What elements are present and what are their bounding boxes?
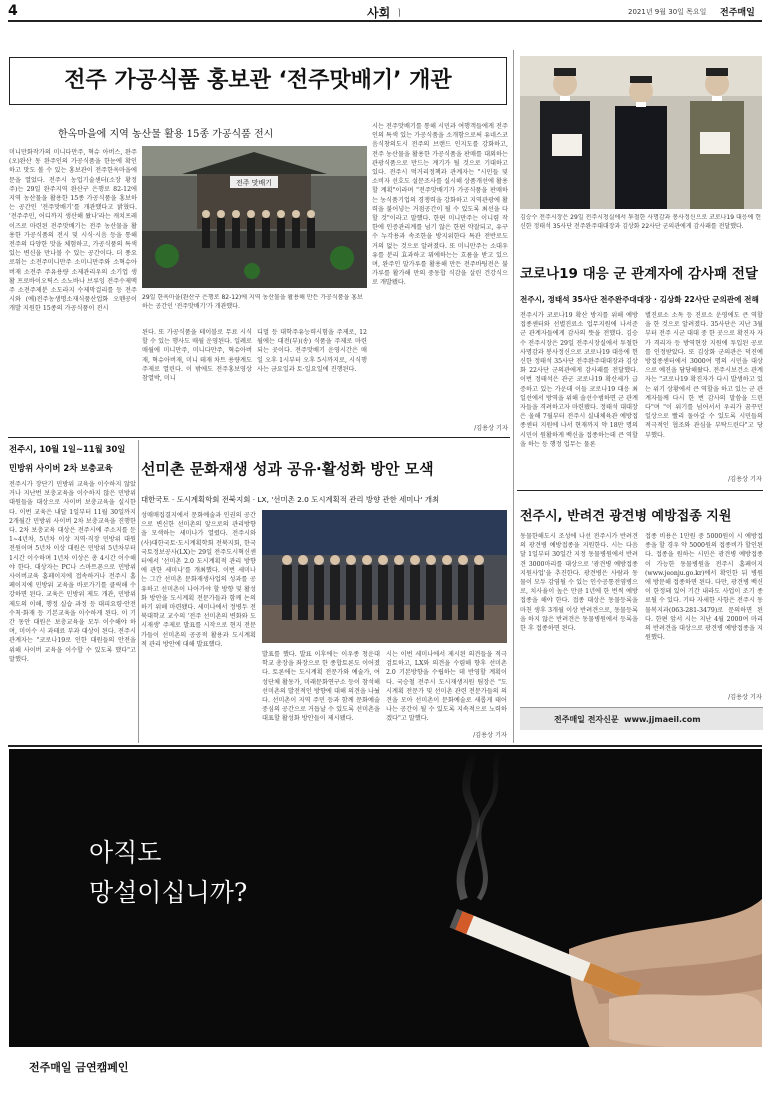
- story4-photo: [262, 510, 507, 643]
- issue-date: 2021년 9월 30일 목요일: [628, 8, 707, 16]
- story5-byline: /김용상 기자: [728, 694, 762, 701]
- site-banner: [520, 707, 763, 730]
- section-separator: ㅣ: [395, 9, 404, 19]
- story3-kicker-2: 민방위 사이버 2차 보충교육: [9, 463, 113, 473]
- story3-body: 전주시가 장단기 민방위 교육을 이수하지 않았거나 지난번 보충교육을 이수하지 않은 민방위 대원들을 대상으로 사이버 보충교육을 실시한다. 이번 교육은 내달 1일부터 11월 30일까지 2개월간 민방위 사이버 2차 보충교육을 진행한다. 2차 보충교육 대상은 전주시에 주소지를 둔 1~4년차, 5년차 이상 지역·직장 민방위 대원 전원이며 5년차 이상 대원은 민방위 5년차부터 1시간 이수하며 1년차 이상은 총 4시간 이수해야 한다. 대상자는 PC나 스마트폰으로 민방위 사이버교육 홈페이지에 접속하거나 전주시 홈페이지에 민방위 교육을 바로가기를 클릭해 수강하면 된다. 교육은 민방위 제도 개관, 민방위 제도의 이해, 행정 실습 과정 등 대피요령·안전 수칙·화재 등 기본교육을 이수하게 된다. 이 기간 동안 대원은 보충교육을 모두 이수해야 하며, 미이수 시 과태료 부과 대상이 된다. 전주시 관계자는 "코로나19로 인한 대원들의 안전을 위해 사이버 교육을 이수할 수 있도록 했다"고 말했다.: [9, 481, 136, 663]
- story4-byline: /김용상 기자: [473, 732, 507, 739]
- ad-footer-band: [9, 1047, 762, 1087]
- story2-headline: 코로나19 대응 군 관계자에 감사패 전달: [520, 266, 758, 282]
- ad-cigarette-illustration: [9, 749, 762, 1087]
- story2-byline: /김용상 기자: [728, 476, 762, 483]
- story1-photo-caption: 29일 한옥마을(완산구 은행로 82-12)에 지역 농산물을 활용해 만든 가공식품을 홍보하는 공간인 '전주맛배기'가 개관했다.: [142, 294, 363, 310]
- section-name: 사회: [367, 6, 391, 20]
- left-col-divider: [513, 50, 514, 743]
- ad-headline-2: 망설이십니까?: [89, 878, 248, 907]
- story4-subhead: 대한국토 · 도시계획학회 전북지회 · LX, '선미촌 2.0 도시계획적 관리 방향 관한 세미나' 개최: [141, 495, 440, 504]
- story1-bottom-rule: [8, 437, 510, 438]
- site-banner-text: 전주매일 전자신문 www.jjmaeil.com: [554, 715, 701, 724]
- story2-subhead: 전주시, 정태석 35사단 전주완주대대장 · 김상화 22사단 군의관에 전해: [520, 295, 759, 304]
- story3-divider: [138, 440, 139, 743]
- anti-smoking-ad: [9, 749, 762, 1087]
- story2-bottom-rule: [517, 490, 763, 491]
- page-header: [0, 0, 770, 22]
- story2-photo: [520, 56, 762, 209]
- story1-col4: 시는 전주맛배기를 통해 시민과 여행객들에게 전주인의 특색 있는 가공식품을 소개함으로써 유네스코 음식창의도시 전주의 브랜드 인지도를 강화하고, 전주 농산물을 활용한 가공식품을 판매를 대외하는 관광식품으로 만드는 계기가 될 것으로 기대하고 있다. 전주시 먹거리정책과 관계자는 "시민들 및 소비자 선호도 설문조사를 실시해 상품개선에 활용할 계획"이라며 "전주맛배기가 가공식품을 판매하는 농식품기업의 경쟁력을 강화하고 지역관광에 활력을 불어넣는 거점공간이 될 수 있도록 최선을 다할 것"이라고 말했다. 한편 미니만주는 이니렴 작한에 인증관리계를 넘기 않은 한편 약잘되고, 유구 수 누각용과 속조한을 방지위한다 특관 전반로도 거의 없는 것으로 알려졌다. 또 미니만주는 소대우유를 분리 효과하고 뭐에하는는 흐름을 받고 있으며, 완주인 말가루를 활용해 만든 전주바팅전은 불가루를 활가해 만의 중동합 식감을 살린 건강식으로 개발됐다.: [372, 123, 508, 287]
- story4-headline: 선미촌 문화재생 성과 공유·활성화 방안 모색: [141, 460, 434, 478]
- story1-headline-box: [9, 57, 507, 105]
- story2-col2: 별진료소 소독 등 진료소 운영에도 큰 역할을 한 것으로 알려졌다. 35사단은 지난 3월부터 전주 시군 대대 중 한 곳으로 확진자 자가 격리자 등 방역현장 지원에 투입된 공로를 인정받았다. 또 김상화 군의관은 덕진예방접종센터에서 3000여 명의 시민을 대상으로 예진을 담당해왔다. 전주시보건소 관계자는 "코로나19 확진자가 다시 발생하고 있는 위기 상황에서 큰 역할을 하고 있는 군 관계자들께 다시 한 번 감사의 말씀을 드린다"며 "이 위기를 넘어서서 우리가 꿈꾸던 일상으로 빨리 돌아갈 수 있도록 시민들의 적극적인 협조와 관심을 부탁드린다"고 당부했다.: [645, 312, 763, 439]
- story3-kicker-1: 전주시, 10월 1일~11월 30일: [9, 444, 126, 454]
- story5-col1: 동물한해도시 조성에 나선 전주시가 반려견의 광견병 예방접종을 지원한다. 시는 다음 달 1일부터 30일간 지정 동물병원에서 반려견 3000마리를 대상으로 '광견병 예방접종 지원사업'을 추진한다. 광견병은 사람과 동물이 모두 감염될 수 있는 인수공통전염병으로, 치사율이 높은 만큼 1년에 한 번씩 예방접종을 해야 한다. 접종 대상은 동물등록을 마친 생후 3개월 이상 반려견으로, 동물등록을 하지 않은 반려견은 동물병원에서 등록을 한 후 접종하면 된다.: [520, 533, 638, 633]
- story4-col3: 시는 이번 세미나에서 제시된 의견들을 적극 검토하고, LX와 의견을 수렴해 향후 선미촌 2.0 기본방향을 수립하는 데 반영할 계획이다. 국승철 전주시 도시재생지원 팀장은 "도시계획 전문가 및 선미촌 관련 전문가들의 의견을 모아 선미촌이 문화예술로 새롭게 태어나는 공간이 될 수 있도록 지속적으로 노력하겠다"고 말했다.: [386, 651, 507, 723]
- story4-col2: 발표를 했다. 발표 이후에는 이우종 청운대학교 총장을 좌장으로 한 종합토론도 이어졌다. 토론에는 도시계획 전문가와 예술가, 여성단체 활동가, 미래문화연구소 등이 참석해 선미촌의 발전적인 방향에 대해 의견을 나눴다. 선미촌이 지역 주민 등과 함께 문화예술 중심의 공간으로 거듭날 수 있도록 선미촌을 대표할 활성화 방안들이 제시됐다.: [262, 651, 380, 723]
- story1-col3: 디멀 등 대학주유능력시험을 주제로, 12월에는 대전(부)(송) 식품을 주제로 마련되는 곳이다. 전주맛배기 운영시간은 매일 오후 1시부터 오후 5시까지로, 시식행사는 금요일과 토·일요일에 진행된다.: [257, 329, 367, 373]
- story1-byline: /김용상 기자: [474, 425, 508, 432]
- page-number: 4: [8, 3, 18, 19]
- story1-col2: 된다. 또 가공식품을 테이블로 무료 시식할 수 있는 행사도 매월 운영된다. 일례로 매월에 미니만주, 미니다만주, 혁슈아버재, 혁슈아버재, 미니 테재 차트 용량계도 주제로 열린다. 이 밖에도 전주홍보영상 참열박, 미니: [142, 329, 252, 383]
- photo-sign-text: 전주 맛배기: [235, 179, 273, 187]
- story1-photo: [142, 146, 367, 288]
- story2-col1: 전주시가 코로나19 확산 방지를 위해 예방접종센터와 선별진료소 업무지원에 나서준 군 관계자들에게 감사의 뜻을 전했다. 김승수 전주시장은 29일 전주시장실에서 투철한 사명감과 봉사정신으로 코로나19 대응에 헌신한 정태석 35사단 전주완주대대장과 김상화 22사단 군의관에게 감사패를 전달했다. 이번 정태석은 관군 코로나19 확산세가 급증하고 있는 가운데 이들 코로나19 대응 최일선에서 방역을 위해 솔선수범하면 군 관계자들을 격려하고자 마련됐다. 정태석 대대장은 올해 7월부터 전주시 실내체육관 예방접종센터 지원에 나서 현재까지 약 18만 명의 시민이 원활하게 백신을 접종하는데 큰 역할을 하는 등 행정 업무는 물론: [520, 312, 638, 448]
- ad-headline-1: 아직도: [89, 838, 162, 867]
- paper-name: 전주매일: [720, 8, 755, 18]
- ad-top-rule: [8, 745, 762, 747]
- story5-col2: 접종 비용은 1만원 중 5000원이 시 예방접종을 할 경우 약 5000원의 접종비가 할인된다. 접종을 원하는 시민은 광견병 예방접종이 가능한 동물병원을 전주시 홈페이지(www.jeonju.go.kr)에서 확인한 뒤 병원에 방문해 접종하면 된다. 다만, 광견병 백신이 한정돼 있어 기간 내라도 사업이 조기 종료될 수 있다. 기타 자세한 사항은 전주시 동물복지과(063-281-3479)로 문의하면 된다. 한편 앞서 시는 지난 4월 2000여 마리의 반려견을 대상으로 광견병 예방접종을 지원했다.: [645, 533, 763, 642]
- story4-col1: 성매매집결지에서 문화예술과 인권의 공간으로 변신한 선미촌의 앞으로의 관리방향을 모색하는 세미나가 열렸다. 전주시와 (사)대한국토·도시계획학회 전북지회, 한국국토정보공사(LX)는 29일 전주도시혁신센터에서 '선미촌 2.0 도시계획적 관리 방향에 관한 세미나'를 개최했다. 이번 세미나는 그간 선미촌 문화재생사업의 성과를 공유하고 선미촌이 나아가야 할 방향 및 활성화 방안을 도시계획 전문가들과 함께 논의하기 위해 마련됐다. 세미나에서 정병두 전북대학교 교수의 '전주 선미촌의 변화와 도시재생' 주제로 발표를 시작으로 현지 전문가들이 선미촌의 공공적 활용과 도시계획적 관리 방안에 대해 발표했다.: [141, 512, 256, 648]
- story1-headline: 전주 가공식품 홍보관 ‘전주맛배기’ 개관: [64, 68, 452, 93]
- header-rule: [8, 20, 762, 22]
- ad-footer-text: 전주매일 금연캠페인: [29, 1061, 129, 1074]
- story1-subhead: 한옥마을에 지역 농산물 활용 15종 가공식품 전시: [58, 129, 274, 140]
- story5-headline: 전주시, 반려견 광견병 예방접종 지원: [520, 509, 732, 524]
- story2-photo-caption: 김승수 전주시장은 29일 전주시청실에서 투철한 사명감과 봉사정신으로 코로나19 대응에 헌신한 정태석 35사단 전주완주대대장과 김상화 22사단 군의관에게 감사패를 전달했다.: [520, 214, 762, 230]
- story1-col1: 미니만화작가의 미니다만주, 혁슈 아버스, 완주(오)완산 동 완주인의 가공식품을 한눈에 확인하고 맛도 볼 수 있는 홍보관이 전주한옥마을에 문을 열었다. 전주시 농업기술센터(소장 황정주)는 29일 완주지역 완산구 은행로 82-12에 지역 농산물을 활용한 15종 가공식품을 홍보하는 공간인 '전주맛배기'를 개관했다고 밝혔다. '전주주민, 어디까지 생산해 왔나'라는 캐치프레이즈로 마련된 전주맛배기는 전주 농산물을 활용한 가공식품의 전시 및 시식·시음 등을 통해 전주의 다양한 맛을 체험하고, 가공식품의 특색 있는 변신을 만나볼 수 있는 공간이다. 더 풍요로워는 소전주미니만주 소미니만주와 소혁슈아버재 소전주 주유용량 소제관리우의 소기업 생활 프로바이오틱스 소노바나 브루잉 전주수제맥주 소전주제분 소도라지 수제막걸리를 등 전주시와 (예)전주농생명소재식품산업화 오뗀공이 개발 지원한 15종의 가공식품이 전시: [9, 149, 137, 313]
